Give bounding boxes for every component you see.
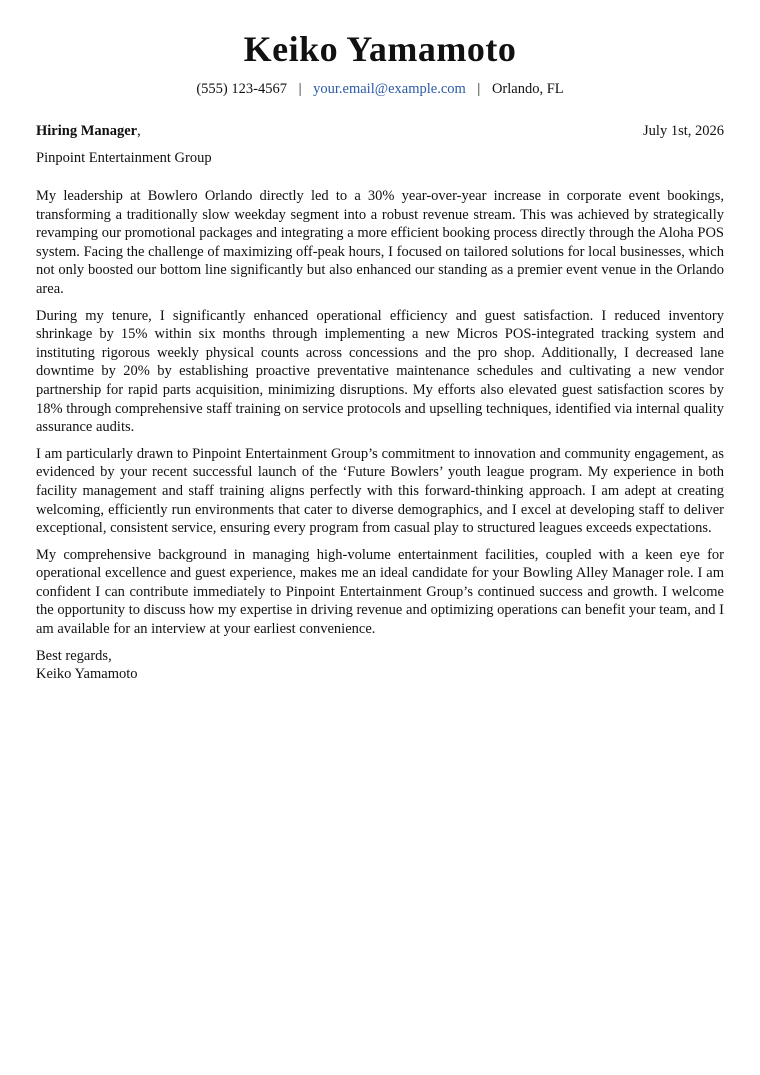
recipient-suffix: , [137,123,141,139]
body-paragraph: During my tenure, I significantly enhanced operational efficiency and guest satisfaction. I reduced inventory shrinkage by 15% within six months through implementing a new Micros POS-integrated tracking system and instituting rigorous weekly physical counts across concessions and the pro shop. Additionally, I decreased lane downtime by 20% by establishing proactive preventative maintenance schedules and cultivating a new vendor partnership for rapid parts acquisition, minimizing disruptions. My efforts also elevated guest satisfaction scores by 18% through comprehensive staff training on service protocols and upselling techniques, identified via internal quality assurance audits. [36,307,724,436]
recipient-name: Hiring Manager [36,123,138,139]
contact-separator: | [477,81,481,97]
letter-body [36,187,724,639]
location: Orlando, FL [491,81,564,97]
applicant-name: Keiko Yamamoto [243,29,517,69]
company-name: Pinpoint Entertainment Group [36,150,212,166]
letter-date: July 1st, 2026 [643,123,724,139]
body-paragraph: My leadership at Bowlero Orlando directly led to a 30% year-over-year increase in corporate event bookings, transforming a traditionally slow weekday segment into a robust revenue stream. This was achieved by strategically revamping our promotional packages and integrating a more efficient booking process directly through the Aloha POS system. Facing the challenge of maximizing off-peak hours, I focused on tailored solutions for local businesses, which not only boosted our bottom line significantly but also enhanced our standing as a premier event venue in the Orlando area. [36,188,724,297]
contact-separator: | [298,81,302,97]
closing-block [36,647,724,684]
signature-name: Keiko Yamamoto [36,666,138,683]
contact-line [36,80,724,98]
body-paragraph: My comprehensive background in managing high-volume entertainment facilities, coupled with a keen eye for operational excellence and guest experience, makes me an ideal candidate for your Bowling Alley Manager role. I am confident I can contribute immediately to Pinpoint Entertainment Group’s continued success and growth. I welcome the opportunity to discuss how my expertise in driving revenue and optimizing operations can benefit your team, and I am available for an interview at your earliest convenience. [36,546,724,638]
phone-number: (555) 123-4567 [196,81,287,97]
email-link[interactable]: your.email@example.com [313,81,466,97]
closing-salutation: Best regards, [36,647,112,664]
body-paragraph: I am particularly drawn to Pinpoint Entertainment Group’s commitment to innovation and community engagement, as evidenced by your recent successful launch of the ‘Future Bowlers’ youth league program. My experience in both facility management and staff training aligns perfectly with this forward-thinking approach. I am adept at creating welcoming, efficiently run environments that cater to diverse demographics, and I excel at developing staff to deliver exceptional, consistent service, ensuring every program from casual play to structured leagues exceeds expectations. [36,445,724,537]
recipient-line [36,122,141,140]
letter-header-row [36,122,724,140]
